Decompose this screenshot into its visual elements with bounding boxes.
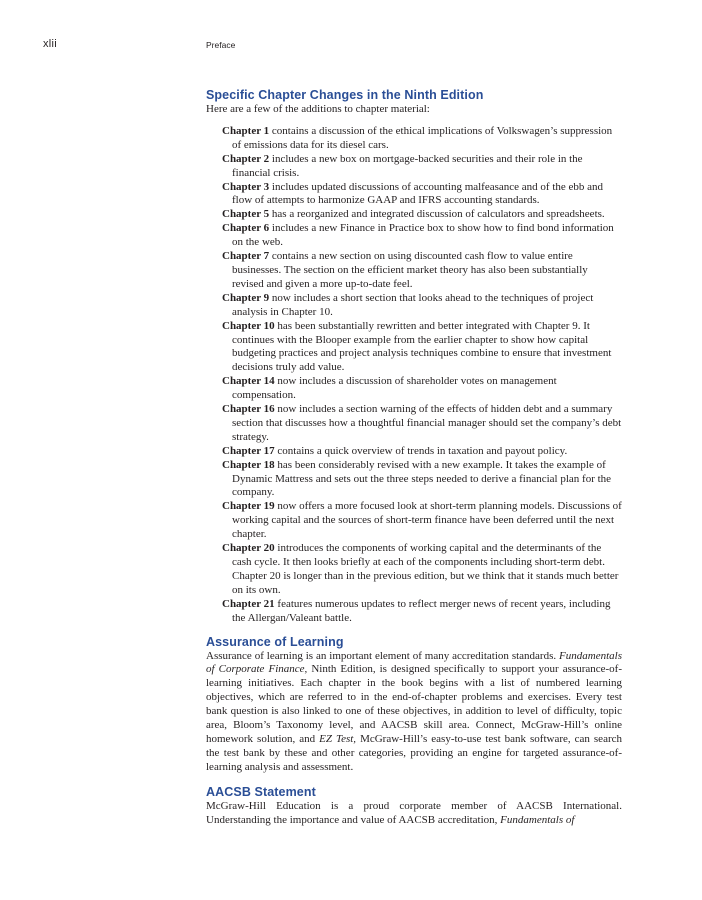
chapter-change-item [222,181,622,209]
chapter-change-label: Chapter 10 [222,319,275,332]
chapter-change-label: Chapter 18 [222,458,275,471]
chapter-change-item [222,208,622,222]
chapter-change-item [222,459,622,501]
chapter-change-item [222,153,622,181]
chapter-change-text: introduces the components of working capital and the determinants of the cash cycle. It then looks briefly at each of the components including short-term debt. Chapter 20 is longer than in the previous edition, but we think that it stands much better on its own. [232,542,619,596]
assurance-book-title: Fundamentals of Corporate Finance, [206,649,622,676]
chapter-change-label: Chapter 6 [222,222,270,235]
chapter-change-item [222,320,622,376]
page-header [0,38,702,54]
chapter-change-label: Chapter 2 [222,152,270,165]
running-head: Preface [206,40,236,50]
assurance-text-2: Ninth Edition, is designed specifically to support your assurance-of-learning initiatives. Each chapter in the book begins with a list of numbered learning objectives, which are referred to in the end-of-chapter problems and exercises. Every test bank question is also linked to one of these objectives, in addition to level of difficulty, topic area, Bloom’s Taxonomy level, and AACSB skill area. Connect, McGraw-Hill’s online homework solution, and [206,663,622,745]
assurance-heading: Assurance of Learning [206,634,344,649]
chapter-change-label: Chapter 16 [222,403,275,416]
page-content [206,88,622,828]
chapter-change-label: Chapter 19 [222,500,275,513]
assurance-ez-test: EZ Test, [319,732,357,745]
chapter-change-text: has been substantially rewritten and better integrated with Chapter 9. It continues with the Blooper example from the earlier chapter to show how capital budgeting practices and project analysis techniques combine to ensure that investment decisions truly add value. [232,319,612,374]
chapter-changes-list [222,125,622,626]
assurance-text-1: Assurance of learning is an important element of many accreditation standards. [206,649,560,662]
chapter-change-text: contains a quick overview of trends in taxation and payout policy. [274,444,568,457]
assurance-text-3: McGraw-Hill’s easy-to-use test bank software, can search the test bank by these and other categories, providing an engine for targeted assurance-of-learning analysis and assessment. [206,732,622,773]
chapter-change-label: Chapter 5 [222,208,270,221]
aacsb-paragraph [206,800,622,828]
chapter-change-label: Chapter 1 [222,124,270,137]
chapter-changes-heading: Specific Chapter Changes in the Ninth Edition [206,88,484,102]
chapter-change-text: now includes a section warning of the effects of hidden debt and a summary section that discusses how a thoughtful financial manager should set the company’s debt strategy. [232,403,622,443]
chapter-change-text: includes updated discussions of accounting malfeasance and of the ebb and flow of attempts to harmonize GAAP and IFRS accounting standards. [232,180,604,207]
aacsb-text-1: McGraw-Hill Education is a proud corporate member of AACSB International. Understanding the importance and value of AACSB accreditation, [206,799,622,826]
chapter-changes-intro: Here are a few of the additions to chapter material: [206,103,430,115]
assurance-paragraph [206,650,622,775]
chapter-change-label: Chapter 14 [222,375,275,388]
chapter-change-text: features numerous updates to reflect merger news of recent years, including the Allergan/Valeant battle. [232,597,611,624]
chapter-change-text: now includes a short section that looks ahead to the techniques of project analysis in Chapter 10. [232,291,594,318]
aacsb-book-title: Fundamentals of [500,813,575,826]
chapter-change-text: includes a new box on mortgage-backed securities and their role in the financial crisis. [232,152,583,179]
aacsb-heading: AACSB Statement [206,784,316,799]
chapter-change-item [222,292,622,320]
chapter-change-text: has a reorganized and integrated discussion of calculators and spreadsheets. [269,208,605,221]
chapter-change-text: has been considerably revised with a new example. It takes the example of Dynamic Mattress and sets out the three steps needed to derive a financial plan for the company. [232,458,612,499]
chapter-change-label: Chapter 9 [222,291,270,304]
chapter-change-label: Chapter 21 [222,597,275,610]
chapter-change-text: contains a new section on using discounted cash flow to value entire businesses. The section on the efficient market theory has also been substantially revised and given a more up-to-date feel. [232,250,588,290]
chapter-change-label: Chapter 3 [222,180,270,193]
chapter-change-item [222,375,622,403]
aacsb-section [206,785,622,828]
chapter-change-label: Chapter 20 [222,542,275,555]
chapter-change-item [222,125,622,153]
chapter-change-text: contains a discussion of the ethical implications of Volkswagen’s suppression of emissions data for its diesel cars. [232,124,613,151]
chapter-change-item [222,542,622,598]
chapter-change-item [222,445,622,459]
chapter-change-text: now offers a more focused look at short-term planning models. Discussions of working capital and the sources of short-term finance have been deferred until the next chapter. [232,500,622,541]
chapter-change-item [222,403,622,445]
chapter-change-text: now includes a discussion of shareholder votes on management compensation. [232,375,557,402]
chapter-change-text: includes a new Finance in Practice box to show how to find bond information on the web. [232,222,614,249]
chapter-change-label: Chapter 17 [222,444,275,457]
chapter-change-label: Chapter 7 [222,250,270,263]
assurance-section [206,635,622,775]
chapter-change-item [222,250,622,292]
chapter-change-item [222,222,622,250]
chapter-change-item [222,598,622,626]
chapter-change-item [222,500,622,542]
chapter-changes-section [206,88,622,626]
page-number: xlii [43,38,58,50]
